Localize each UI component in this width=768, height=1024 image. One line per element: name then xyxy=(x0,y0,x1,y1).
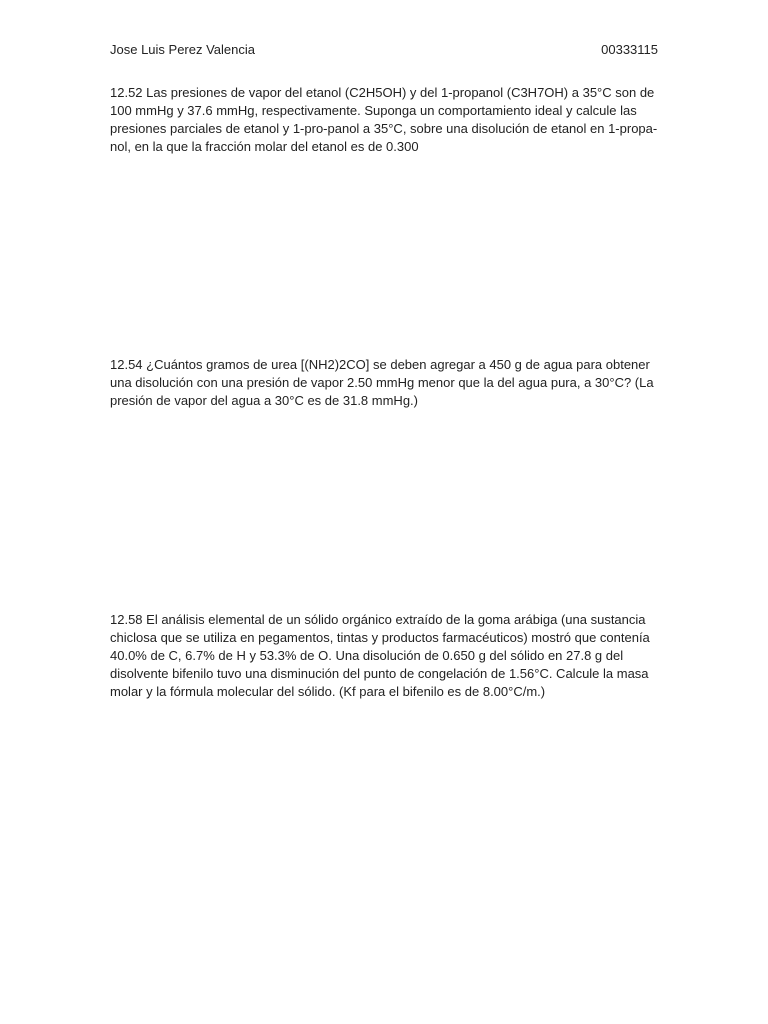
student-name: Jose Luis Perez Valencia xyxy=(110,42,256,57)
problem-12-52: 12.52 Las presiones de vapor del etanol (C2H5OH) y del 1-propanol (C3H7OH) a 35°C son de 100 mmHg y 37.6 mmHg, respectivamente. Suponga un comportamiento ideal y calcule las presiones parciales de etanol y 1-pro-panol a 35°C, sobre una disolución de etanol en 1-propa-nol, en la que la fracción molar del etanol es de 0.300 xyxy=(110,85,658,154)
problem-12-58: 12.58 El análisis elemental de un sólido orgánico extraído de la goma arábiga (una sustancia chiclosa que se utiliza en pegamentos, tintas y productos farmacéuticos) mostró que contenía 40.0% de C, 6.7% de H y 53.3% de O. Una disolución de 0.650 g del sólido en 27.8 g del disolvente bifenilo tuvo una disminución del punto de congelación de 1.56°C. Calcule la masa molar y la fórmula molecular del sólido. (Kf para el bifenilo es de 8.00°C/m.) xyxy=(110,612,650,699)
student-id: 00333115 xyxy=(601,42,658,57)
problem-12-54: 12.54 ¿Cuántos gramos de urea [(NH2)2CO] se deben agregar a 450 g de agua para obtener una disolución con una presión de vapor 2.50 mmHg menor que la del agua pura, a 30°C? (La presión de vapor del agua a 30°C es de 31.8 mmHg.) xyxy=(110,357,654,408)
